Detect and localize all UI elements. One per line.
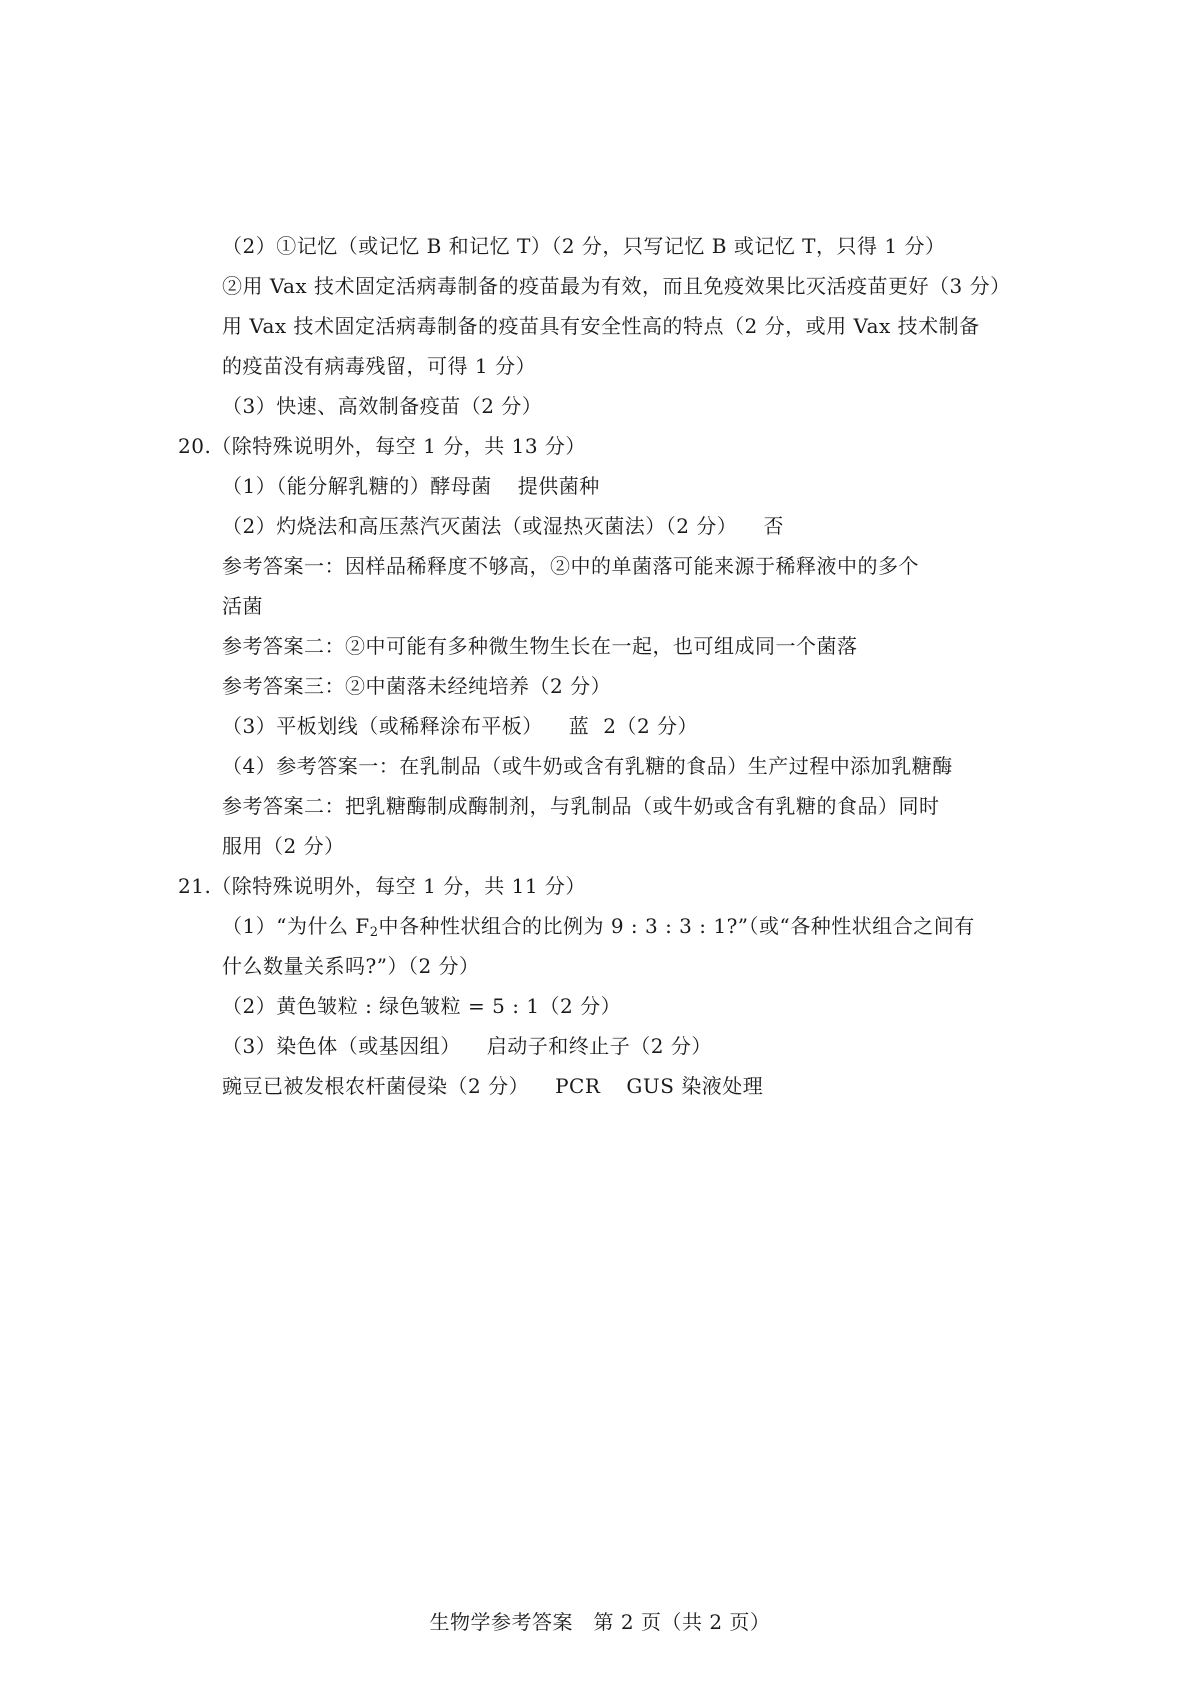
answer-line-20-4-ref1	[222, 752, 1042, 780]
text: （2）①记忆（或记忆 B 和记忆 T）（2 分，只写记忆 B 或记忆 T，只得 1 分）	[222, 234, 946, 258]
answer-line-19-2-2	[222, 272, 1042, 300]
page-footer	[0, 1608, 1200, 1636]
text: （2）黄色皱粒 : 绿色皱粒 = 5 : 1（2 分）	[222, 994, 622, 1018]
answer-line-21-2	[222, 992, 1042, 1020]
text: 蓝	[568, 714, 590, 738]
text: 参考答案二：把乳糖酶制成酶制剂，与乳制品（或牛奶或含有乳糖的食品）同时	[222, 794, 940, 818]
text: 的疫苗没有病毒残留，可得 1 分）	[222, 354, 536, 378]
text: （2）灼烧法和高压蒸汽灭菌法（或湿热灭菌法）（2 分）	[222, 514, 738, 538]
subscript: 2	[369, 925, 379, 940]
question-21-header	[178, 872, 1038, 900]
text: （3）快速、高效制备疫苗（2 分）	[222, 394, 543, 418]
text: 2（2 分）	[603, 714, 699, 738]
text: 豌豆已被发根农杆菌侵染（2 分）	[222, 1074, 530, 1098]
question-20-header	[178, 432, 1038, 460]
text: 参考答案三：②中菌落未经纯培养（2 分）	[222, 674, 612, 698]
answer-line-20-2-ref2	[222, 632, 1042, 660]
answer-line-20-2-ref1-cont	[222, 592, 1042, 620]
answer-line-19-3	[222, 392, 1042, 420]
answer-line-20-1	[222, 472, 1042, 500]
text: 用 Vax 技术固定活病毒制备的疫苗具有安全性高的特点（2 分，或用 Vax 技术制备	[222, 314, 980, 338]
text: 参考答案一：因样品稀释度不够高，②中的单菌落可能来源于稀释液中的多个	[222, 554, 919, 578]
answer-line-20-2	[222, 512, 1042, 540]
answer-line-21-3-cont	[222, 1072, 1042, 1100]
text: 提供菌种	[517, 474, 600, 498]
answer-line-19-2-3	[222, 312, 1042, 340]
text: （4）参考答案一：在乳制品（或牛奶或含有乳糖的食品）生产过程中添加乳糖酶	[222, 754, 953, 778]
answer-line-20-2-ref1	[222, 552, 1042, 580]
text: 21.（除特殊说明外，每空 1 分，共 11 分）	[178, 874, 586, 898]
text: PCR	[555, 1074, 601, 1098]
answer-line-21-3	[222, 1032, 1042, 1060]
footer-text: 生物学参考答案 第 2 页（共 2 页）	[429, 1610, 771, 1634]
answer-line-21-1-cont	[222, 952, 1042, 980]
text: （1）（能分解乳糖的）酵母菌	[222, 474, 492, 498]
text: 启动子和终止子（2 分）	[486, 1034, 712, 1058]
text: 活菌	[222, 594, 263, 618]
answer-line-19-2-1	[222, 232, 1042, 260]
text: 否	[763, 514, 784, 538]
answer-line-19-2-4	[222, 352, 1042, 380]
answer-line-20-4-ref2	[222, 792, 1042, 820]
text: 20.（除特殊说明外，每空 1 分，共 13 分）	[178, 434, 586, 458]
answer-line-21-1	[222, 912, 1042, 947]
text: GUS 染液处理	[626, 1074, 764, 1098]
text: （1）“为什么 F	[222, 914, 370, 938]
text: 服用（2 分）	[222, 834, 345, 858]
text: （3）平板划线（或稀释涂布平板）	[222, 714, 543, 738]
text: 参考答案二：②中可能有多种微生物生长在一起，也可组成同一个菌落	[222, 634, 858, 658]
answer-line-20-3	[222, 712, 1042, 740]
text: （3）染色体（或基因组）	[222, 1034, 461, 1058]
text: 什么数量关系吗?”）（2 分）	[222, 954, 480, 978]
text: ②用 Vax 技术固定活病毒制备的疫苗最为有效，而且免疫效果比灭活疫苗更好（3 分）	[222, 274, 1011, 298]
text: 中各种性状组合的比例为 9 : 3 : 3 : 1?”（或“各种性状组合之间有	[378, 914, 975, 938]
answer-line-20-4-ref2-cont	[222, 832, 1042, 860]
answer-line-20-2-ref3	[222, 672, 1042, 700]
